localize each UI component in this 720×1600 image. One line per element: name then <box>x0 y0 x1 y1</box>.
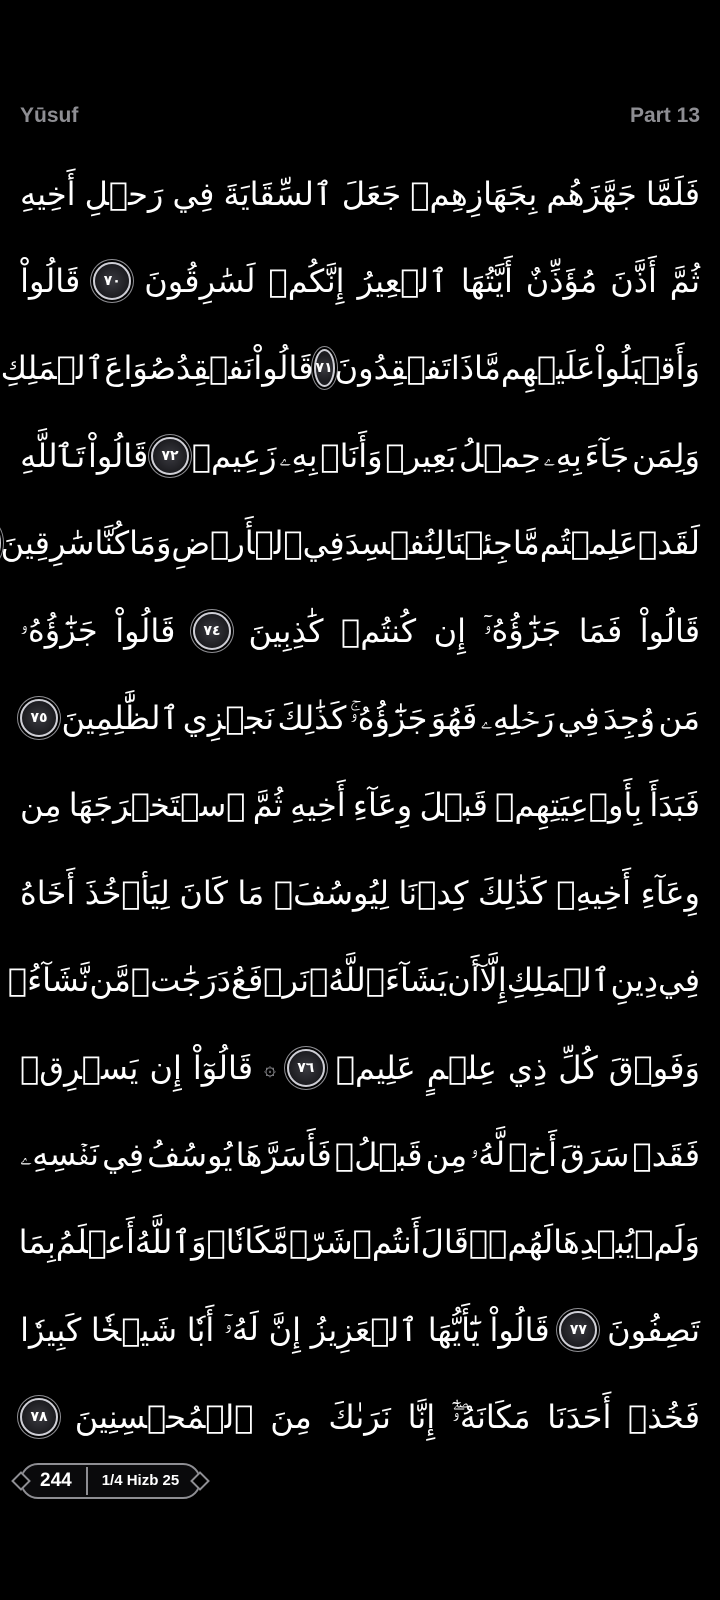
quran-word[interactable]: يَشَآءَ <box>384 961 448 1000</box>
quran-word[interactable]: أَيَّتُهَا <box>460 262 513 301</box>
quran-word[interactable]: لِيُوسُفَۖ <box>273 873 389 912</box>
quran-word[interactable]: كَذَٰلِكَ <box>277 699 347 738</box>
quran-word[interactable]: رَحۡلِ <box>84 174 164 213</box>
quran-line <box>20 762 700 849</box>
quran-word[interactable]: أَخٞ <box>508 1135 557 1174</box>
quran-word[interactable]: فِي <box>302 524 345 563</box>
quran-word[interactable]: مَكَانَهُۥٓۖ <box>451 1397 531 1436</box>
quran-word[interactable]: فِي <box>557 699 600 738</box>
quran-line <box>20 1373 700 1460</box>
quran-word[interactable]: إِنَّكُمۡ <box>268 262 345 301</box>
quran-line <box>0 500 700 587</box>
quran-word[interactable]: نَجۡزِي <box>182 699 275 738</box>
quran-word[interactable]: نَرَىٰكَ <box>328 1398 391 1437</box>
quran-word[interactable]: قَبۡلَ <box>419 786 488 825</box>
quran-word[interactable]: بَعِيرٖ <box>385 436 457 475</box>
quran-word[interactable]: مَّاذَا <box>450 349 501 388</box>
quran-word[interactable]: لِنُفۡسِدَ <box>344 524 445 563</box>
quran-word[interactable]: فَبَدَأَ <box>649 786 700 825</box>
quran-word[interactable]: أَخِيهِ <box>290 786 346 825</box>
quran-word[interactable]: أَذَّنَ <box>610 262 657 301</box>
quran-word[interactable]: قَالُواْ <box>20 262 81 301</box>
quran-word[interactable]: مَّا <box>512 524 540 563</box>
quran-word[interactable]: عَلِمۡتُم <box>539 524 639 563</box>
quran-word[interactable]: لَهُۥٓ <box>223 1310 259 1349</box>
quran-word[interactable]: ٱلۡمُحۡسِنِينَ <box>74 1398 254 1437</box>
quran-word[interactable]: أَنتُمۡ <box>352 1223 421 1262</box>
quran-word[interactable]: زَعِيمٞ <box>191 436 277 475</box>
quran-word[interactable]: ٱلۡعَزِيزُ <box>310 1310 419 1349</box>
ayah-end-marker[interactable]: ٧٢ <box>151 437 189 475</box>
quran-word[interactable]: كَٰذِبِينَ <box>248 611 324 650</box>
quran-word[interactable]: لَسَٰرِقُونَ <box>144 262 256 301</box>
quran-word[interactable]: يَسۡرِقۡ <box>20 1048 139 1087</box>
mushaf-page-text[interactable] <box>0 150 700 1461</box>
quran-line <box>20 237 700 324</box>
ayah-end-marker[interactable]: ٧٠ <box>93 262 131 300</box>
quran-word[interactable]: دِينِ <box>610 961 659 1000</box>
quran-word[interactable]: نَفۡقِدُ <box>176 349 254 388</box>
quran-word[interactable]: تَٱللَّهِ <box>20 436 86 475</box>
quran-word[interactable]: وَلِمَن <box>631 436 700 475</box>
quran-line <box>20 150 700 237</box>
quran-line <box>20 412 700 499</box>
quran-word[interactable]: ٱلظَّٰلِمِينَ <box>61 699 180 738</box>
ayah-end-marker[interactable]: ٧٧ <box>559 1311 597 1349</box>
quran-word[interactable]: قَالُواْ <box>489 1310 550 1349</box>
quran-word[interactable]: قَالُواْ <box>115 611 176 650</box>
ayah-end-marker[interactable]: ٧١ <box>314 349 335 387</box>
quran-word[interactable]: نَفۡسِهِۦ <box>20 1135 99 1174</box>
quran-word[interactable]: قَالُواْ <box>639 611 700 650</box>
quran-word[interactable]: حِمۡلُ <box>459 436 541 475</box>
quran-word[interactable]: وِعَآءِ <box>352 786 413 825</box>
quran-word[interactable]: وَأَقۡبَلُواْ <box>595 349 700 388</box>
quran-word[interactable]: فِي <box>102 1135 145 1174</box>
quran-word[interactable]: مِن <box>20 786 62 825</box>
quran-word[interactable]: مَن <box>658 699 700 738</box>
quran-word[interactable]: فَأَسَرَّهَا <box>235 1135 332 1174</box>
quran-word[interactable]: جَهَّزَهُم <box>546 174 637 213</box>
quran-word[interactable]: كَذَٰلِكَ <box>478 873 547 912</box>
page-number: 244 <box>30 1467 88 1495</box>
quran-word[interactable]: فِي <box>172 174 215 213</box>
quran-word[interactable]: ذِي <box>507 1048 548 1087</box>
quran-word[interactable]: تَصِفُونَ <box>607 1310 700 1349</box>
ayah-end-marker[interactable]: ٧٤ <box>193 612 231 650</box>
quran-word[interactable]: ٱلۡأَرۡضِ <box>171 524 303 563</box>
quran-word[interactable]: وَأَنَا۠ <box>320 436 383 475</box>
quran-word[interactable]: مِنَ <box>270 1398 312 1437</box>
quran-word[interactable]: جَزَٰٓؤُهُۥٓ <box>483 611 562 650</box>
quran-word[interactable]: قَبۡلُۚ <box>334 1135 423 1174</box>
quran-word[interactable]: ٱلۡعِيرُ <box>357 262 448 301</box>
quran-word[interactable]: نَّشَآءُۗ <box>7 961 90 1000</box>
quran-word[interactable]: إِنَّا <box>407 1398 436 1437</box>
quran-word[interactable]: نَرۡفَعُ <box>230 961 310 1000</box>
quran-word[interactable]: فَلَمَّا <box>645 174 700 213</box>
quran-word[interactable]: جَعَلَ <box>341 174 402 213</box>
quran-line <box>20 1286 700 1373</box>
quran-word[interactable]: أَخِيهِۚ <box>556 873 632 912</box>
quran-word[interactable]: تَفۡقِدُونَ <box>334 349 451 388</box>
quran-word[interactable]: وُجِدَ <box>603 699 656 738</box>
quran-word[interactable]: مَّن <box>89 961 131 1000</box>
quran-word[interactable]: وَلَمۡ <box>634 1223 700 1262</box>
quran-line <box>20 587 700 674</box>
hizb-label: 1/4 Hizb 25 <box>101 1472 180 1489</box>
quran-word[interactable]: شَرّٞ <box>288 1223 353 1262</box>
quran-word[interactable]: كَانَ <box>179 873 228 912</box>
quran-word[interactable]: جَزَٰٓؤُهُۥ <box>20 611 98 650</box>
quran-line <box>20 849 700 936</box>
surah-name[interactable]: Yūsuf <box>20 104 79 127</box>
quran-word[interactable]: سَٰرِقِينَ <box>0 524 95 563</box>
quran-word[interactable]: وَفَوۡقَ <box>608 1048 700 1087</box>
quran-word[interactable]: أَن <box>447 961 480 1000</box>
quran-word[interactable]: يُوسُفُ <box>147 1135 233 1174</box>
quran-word[interactable]: دَرَجَٰتٖ <box>130 961 231 1000</box>
quran-word[interactable]: ٱلۡمَلِكِ <box>506 961 611 1000</box>
juz-part-label[interactable]: Part 13 <box>629 104 700 127</box>
quran-word[interactable]: صُوَاعَ <box>104 349 177 388</box>
quran-word[interactable]: وَٱللَّهُ <box>134 1223 207 1262</box>
quran-word[interactable]: بِهِۦ <box>543 436 582 475</box>
quran-word[interactable]: وِعَآءِ <box>640 873 700 912</box>
quran-word[interactable]: سَرَقَ <box>560 1135 630 1174</box>
quran-word[interactable]: أَبٗا <box>186 1310 215 1349</box>
quran-word[interactable]: قَالَ <box>420 1223 469 1262</box>
quran-word[interactable]: قَالُواْ <box>253 349 314 388</box>
quran-word[interactable]: عِلۡمٍ <box>426 1048 497 1087</box>
quran-word[interactable]: ٱسۡتَخۡرَجَهَا <box>68 786 246 825</box>
page-info-badge[interactable] <box>20 1463 201 1499</box>
quran-word[interactable]: إِن <box>149 1048 182 1087</box>
quran-word[interactable]: قَالُوٓاْ <box>192 1048 254 1087</box>
quran-word[interactable]: وَمَا <box>129 524 172 563</box>
quran-word[interactable]: إِن <box>433 611 466 650</box>
quran-word[interactable]: إِلَّآ <box>479 961 507 1000</box>
quran-word[interactable]: إِنَّ <box>268 1310 301 1349</box>
quran-word[interactable]: كُلِّ <box>558 1048 598 1087</box>
page-footer <box>20 1464 201 1498</box>
quran-line <box>20 1024 700 1111</box>
quran-word[interactable]: لَقَدۡ <box>638 524 700 563</box>
quran-word[interactable]: مَا <box>237 873 265 912</box>
quran-word[interactable]: كُنتُمۡ <box>341 611 417 650</box>
quran-word[interactable]: بِجَهَازِهِمۡ <box>410 174 538 213</box>
quran-word[interactable]: أَحَدَنَا <box>547 1398 612 1437</box>
quran-line <box>20 1199 700 1286</box>
quran-word[interactable]: فَهُوَ <box>430 699 478 738</box>
quran-word[interactable]: أَعۡلَمُ <box>55 1223 135 1262</box>
ayah-end-marker[interactable]: ٧٨ <box>20 1398 58 1436</box>
ayah-end-marker[interactable]: ٧٦ <box>287 1049 325 1087</box>
quran-word[interactable]: مَّكَانٗاۖ <box>206 1223 289 1262</box>
quran-word[interactable]: عَلَيۡهِم <box>500 349 596 388</box>
quran-line <box>7 937 700 1024</box>
quran-word[interactable]: لَهُمۡۚ <box>468 1223 554 1262</box>
quran-word[interactable]: ٱلسِّقَايَةَ <box>223 174 333 213</box>
quran-word[interactable]: كُنَّا <box>94 524 130 563</box>
quran-word[interactable]: مِن <box>425 1135 468 1174</box>
quran-word[interactable]: ٱللَّهُۚ <box>309 961 385 1000</box>
quran-word[interactable]: ٱلۡمَلِكِ <box>0 349 105 388</box>
quran-line <box>20 674 700 761</box>
quran-word[interactable]: أَخَاهُ <box>20 873 76 912</box>
quran-word[interactable]: بِمَا <box>18 1223 56 1262</box>
quran-word[interactable]: فَخُذۡ <box>628 1398 700 1437</box>
quran-word[interactable]: أَخِيهِ <box>20 174 76 213</box>
quran-word[interactable]: فِي <box>658 961 700 1000</box>
quran-word[interactable]: مُؤَذِّنٌ <box>525 262 598 301</box>
quran-line <box>0 325 700 412</box>
quran-word[interactable]: جِئۡنَا <box>444 524 513 563</box>
quran-word[interactable]: لِيَأۡخُذَ <box>84 873 170 912</box>
quran-word[interactable]: يُبۡدِهَا <box>553 1223 635 1262</box>
ayah-end-marker[interactable]: ٧٥ <box>20 699 58 737</box>
quran-line <box>20 1111 700 1198</box>
quran-word[interactable]: عَلِيمٞ <box>335 1048 416 1087</box>
quran-word[interactable]: جَزَٰٓؤُهُۥۚ <box>349 698 428 737</box>
quran-word[interactable]: ثُمَّ <box>252 786 283 825</box>
quran-word[interactable]: فَمَا <box>578 611 623 650</box>
quran-word[interactable]: رَحۡلِهِۦ <box>480 698 555 737</box>
quran-word[interactable]: فَقَدۡ <box>632 1135 700 1174</box>
quran-word[interactable]: كِدۡنَا <box>398 873 469 912</box>
quran-word[interactable]: بِأَوۡعِيَتِهِمۡ <box>495 786 643 825</box>
quran-word[interactable]: شَيۡخٗا <box>90 1310 177 1349</box>
quran-word[interactable]: قَالُواْ <box>88 436 149 475</box>
page-header <box>20 96 700 136</box>
quran-word[interactable]: لَّهُۥ <box>470 1135 506 1174</box>
quran-word[interactable]: بِهِۦ <box>279 436 318 475</box>
quran-word[interactable]: جَآءَ <box>584 436 630 475</box>
quran-word[interactable]: كَبِيرٗا <box>20 1310 82 1349</box>
rub-el-hizb-icon: ۞ <box>264 1055 276 1080</box>
quran-word[interactable]: يَٰٓأَيُّهَا <box>427 1310 480 1349</box>
quran-word[interactable]: ثُمَّ <box>669 262 700 301</box>
